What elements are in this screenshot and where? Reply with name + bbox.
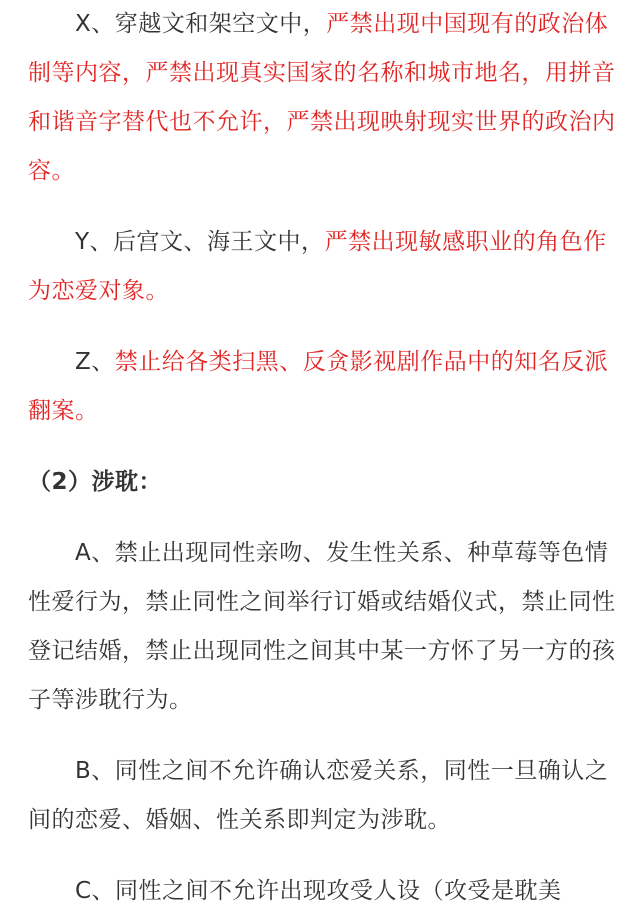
spacer	[28, 196, 620, 218]
spacer	[28, 507, 620, 529]
paragraph-x-prefix: X、穿越文和架空文中，	[75, 11, 327, 37]
spacer	[28, 845, 620, 867]
paragraph-z-warning: 禁止给各类扫黑、反贪影视剧作品中的知名反派翻案。	[28, 349, 609, 424]
paragraph-y-warning: 严禁出现敏感职业的角色作为恋爱对象。	[28, 229, 607, 304]
paragraph-c: C、同性之间不允许出现攻受人设（攻受是耽美	[75, 878, 562, 904]
paragraph-b: B、同性之间不允许确认恋爱关系，同性一旦确认之间的恋爱、婚姻、性关系即判定为涉耽。	[28, 758, 609, 833]
paragraph-z-prefix: Z、	[75, 349, 115, 375]
spacer	[28, 436, 620, 458]
spacer	[28, 725, 620, 747]
paragraph-x-warning: 严禁出现中国现有的政治体制等内容，严禁出现真实国家的名称和城市地名，用拼音和谐音字替代也不允许，严禁出现映射现实世界的政治内容。	[28, 11, 616, 184]
paragraph-x	[28, 0, 620, 196]
section-heading: （2）涉耽：	[28, 469, 163, 495]
paragraph-z	[28, 338, 620, 436]
paragraph-y-prefix: Y、后宫文、海王文中，	[75, 229, 325, 255]
spacer	[28, 316, 620, 338]
article-body	[28, 0, 620, 916]
paragraph-a: A、禁止出现同性亲吻、发生性关系、种草莓等色情性爱行为，禁止同性之间举行订婚或结婚仪式，禁止同性登记结婚，禁止出现同性之间其中某一方怀了另一方的孩子等涉耽行为。	[28, 540, 616, 713]
paragraph-y	[28, 218, 620, 316]
